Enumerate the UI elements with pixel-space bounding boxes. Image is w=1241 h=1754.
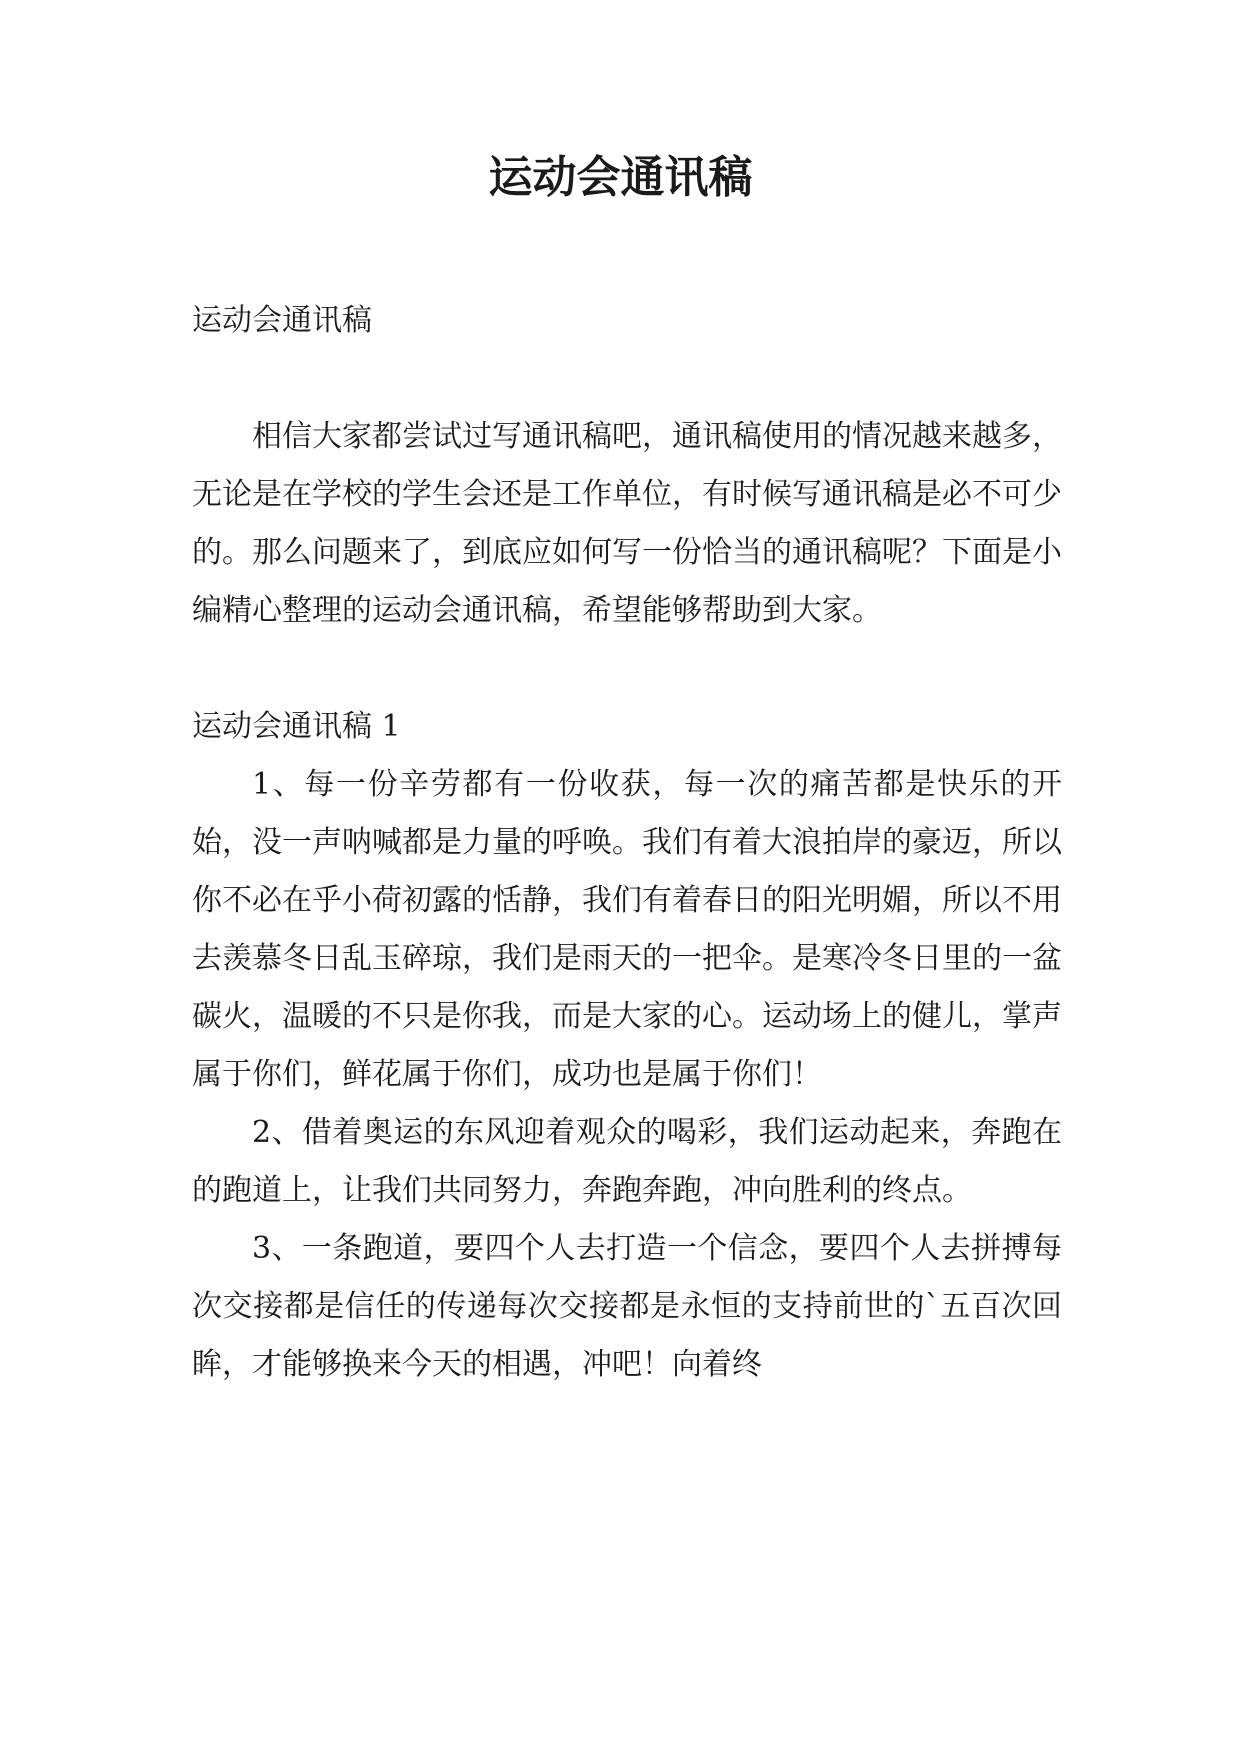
section-heading: 运动会通讯稿 1 bbox=[192, 709, 401, 744]
list-item: 2、借着奥运的东风迎着观众的喝彩，我们运动起来，奔跑在的跑道上，让我们共同努力，奔跑奔跑，冲向胜利的终点。 bbox=[192, 1115, 1062, 1208]
intro-paragraph: 相信大家都尝试过写通讯稿吧，通讯稿使用的情况越来越多，无论是在学校的学生会还是工作单位，有时候写通讯稿是必不可少的。那么问题来了，到底应如何写一份恰当的通讯稿呢？下面是小编精心整理的运动会通讯稿，希望能够帮助到大家。 bbox=[192, 419, 1062, 628]
document-title: 运动会通讯稿 bbox=[488, 152, 753, 203]
list-item: 3、一条跑道，要四个人去打造一个信念，要四个人去拼搏每次交接都是信任的传递每次交接都是永恒的支持前世的`五百次回眸，才能够换来今天的相遇，冲吧！向着终 bbox=[192, 1231, 1062, 1382]
document-body bbox=[192, 292, 1062, 1394]
document-subtitle: 运动会通讯稿 bbox=[192, 303, 372, 338]
list-item: 1、每一份辛劳都有一份收获，每一次的痛苦都是快乐的开始，没一声呐喊都是力量的呼唤。我们有着大浪拍岸的豪迈，所以你不必在乎小荷初露的恬静，我们有着春日的阳光明媚，所以不用去羡慕冬日乱玉碎琼，我们是雨天的一把伞。是寒冷冬日里的一盆碳火，温暖的不只是你我，而是大家的心。运动场上的健儿，掌声属于你们，鲜花属于你们，成功也是属于你们！ bbox=[192, 767, 1062, 1092]
